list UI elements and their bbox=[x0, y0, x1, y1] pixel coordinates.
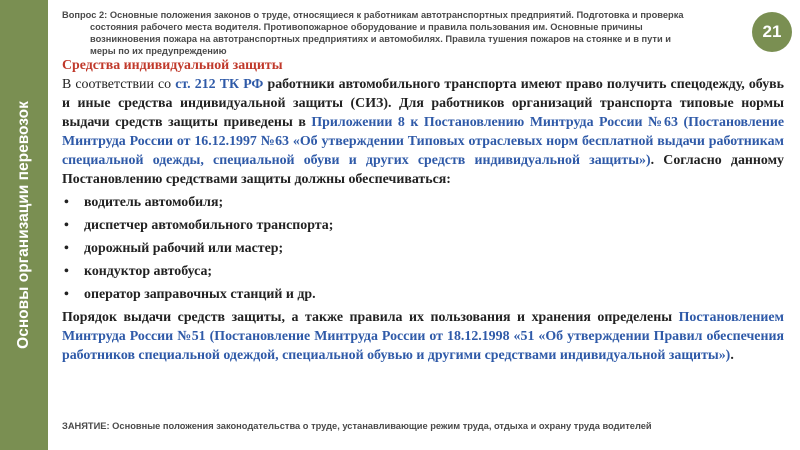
header-line-4: меры по их предупреждению bbox=[90, 46, 227, 56]
decree-51-link[interactable]: Постановлением Минтруда России №51 (Постановление Минтруда России от 18.12.1998 «51 «Об утверждении Правил обеспечения работников специальной одеждой, специальной обувью и другими средствами индивидуальной защиты») bbox=[62, 310, 784, 363]
list-item bbox=[62, 193, 784, 212]
list-item bbox=[62, 239, 784, 258]
sidebar bbox=[0, 0, 48, 450]
workers-list bbox=[62, 193, 784, 304]
slide-number-badge: 21 bbox=[752, 12, 792, 52]
list-item bbox=[62, 285, 784, 304]
header-line-3: возникновения пожара на автотранспортных предприятиях и автомобилях. Правила тушения пожаров на стоянке и в пути и bbox=[90, 34, 671, 44]
article-212-link[interactable]: ст. 212 ТК РФ bbox=[175, 77, 264, 92]
list-item-text: диспетчер автомобильного транспорта; bbox=[84, 218, 334, 233]
list-item-text: дорожный рабочий или мастер; bbox=[84, 241, 284, 256]
list-item-text: водитель автомобиля; bbox=[84, 195, 224, 210]
section-title: Средства индивидуальной защиты bbox=[62, 58, 283, 73]
paragraph-2-text-b: . bbox=[730, 348, 734, 363]
bullet-icon: • bbox=[64, 287, 69, 302]
slide-content bbox=[62, 56, 784, 365]
list-item-text: оператор заправочных станций и др. bbox=[84, 287, 316, 302]
paragraph-1-text-c: . Согласно данному Постановлению средствами защиты должны обеспечиваться: bbox=[62, 153, 784, 187]
list-item-text: кондуктор автобуса; bbox=[84, 264, 213, 279]
bullet-icon: • bbox=[64, 241, 69, 256]
slide-header bbox=[62, 9, 722, 57]
paragraph-1-text-b: работники автомобильного транспорта имеют право получить спецодежду, обувь и иные средства индивидуальной защиты (СИЗ). Для работников организаций транспорта типовые нормы выдачи средств защиты приведены в bbox=[62, 77, 785, 130]
bullet-icon: • bbox=[64, 218, 69, 233]
slide-footer: ЗАНЯТИЕ: Основные положения законодательства о труде, устанавливающие режим труда, отдыха и охрану труда водителей bbox=[62, 421, 652, 431]
paragraph-2-text-a: Порядок выдачи средств защиты, а также правила их пользования и хранения определены bbox=[62, 310, 679, 325]
list-item bbox=[62, 216, 784, 235]
list-item bbox=[62, 262, 784, 281]
bullet-icon: • bbox=[64, 195, 69, 210]
sidebar-title: Основы организации перевозок bbox=[15, 101, 32, 349]
decree-63-link[interactable]: Приложении 8 к Постановлению Минтруда России №63 (Постановление Минтруда России от 16.12.1997 №63 «Об утверждении Типовых отраслевых норм бесплатной выдачи работникам специальной одежды, специальной обуви и других средств индивидуальной защиты») bbox=[62, 115, 784, 168]
paragraph-1 bbox=[62, 75, 784, 189]
paragraph-2 bbox=[62, 308, 784, 365]
header-line-2: состояния рабочего места водителя. Противопожарное оборудование и правила пользования им. Основные причины bbox=[90, 22, 643, 32]
bullet-icon: • bbox=[64, 264, 69, 279]
paragraph-1-text-a: В соответствии со bbox=[62, 77, 176, 92]
header-line-1: Вопрос 2: Основные положения законов о труде, относящиеся к работникам автотранспортных предприятий. Подготовка и проверка bbox=[62, 10, 684, 20]
